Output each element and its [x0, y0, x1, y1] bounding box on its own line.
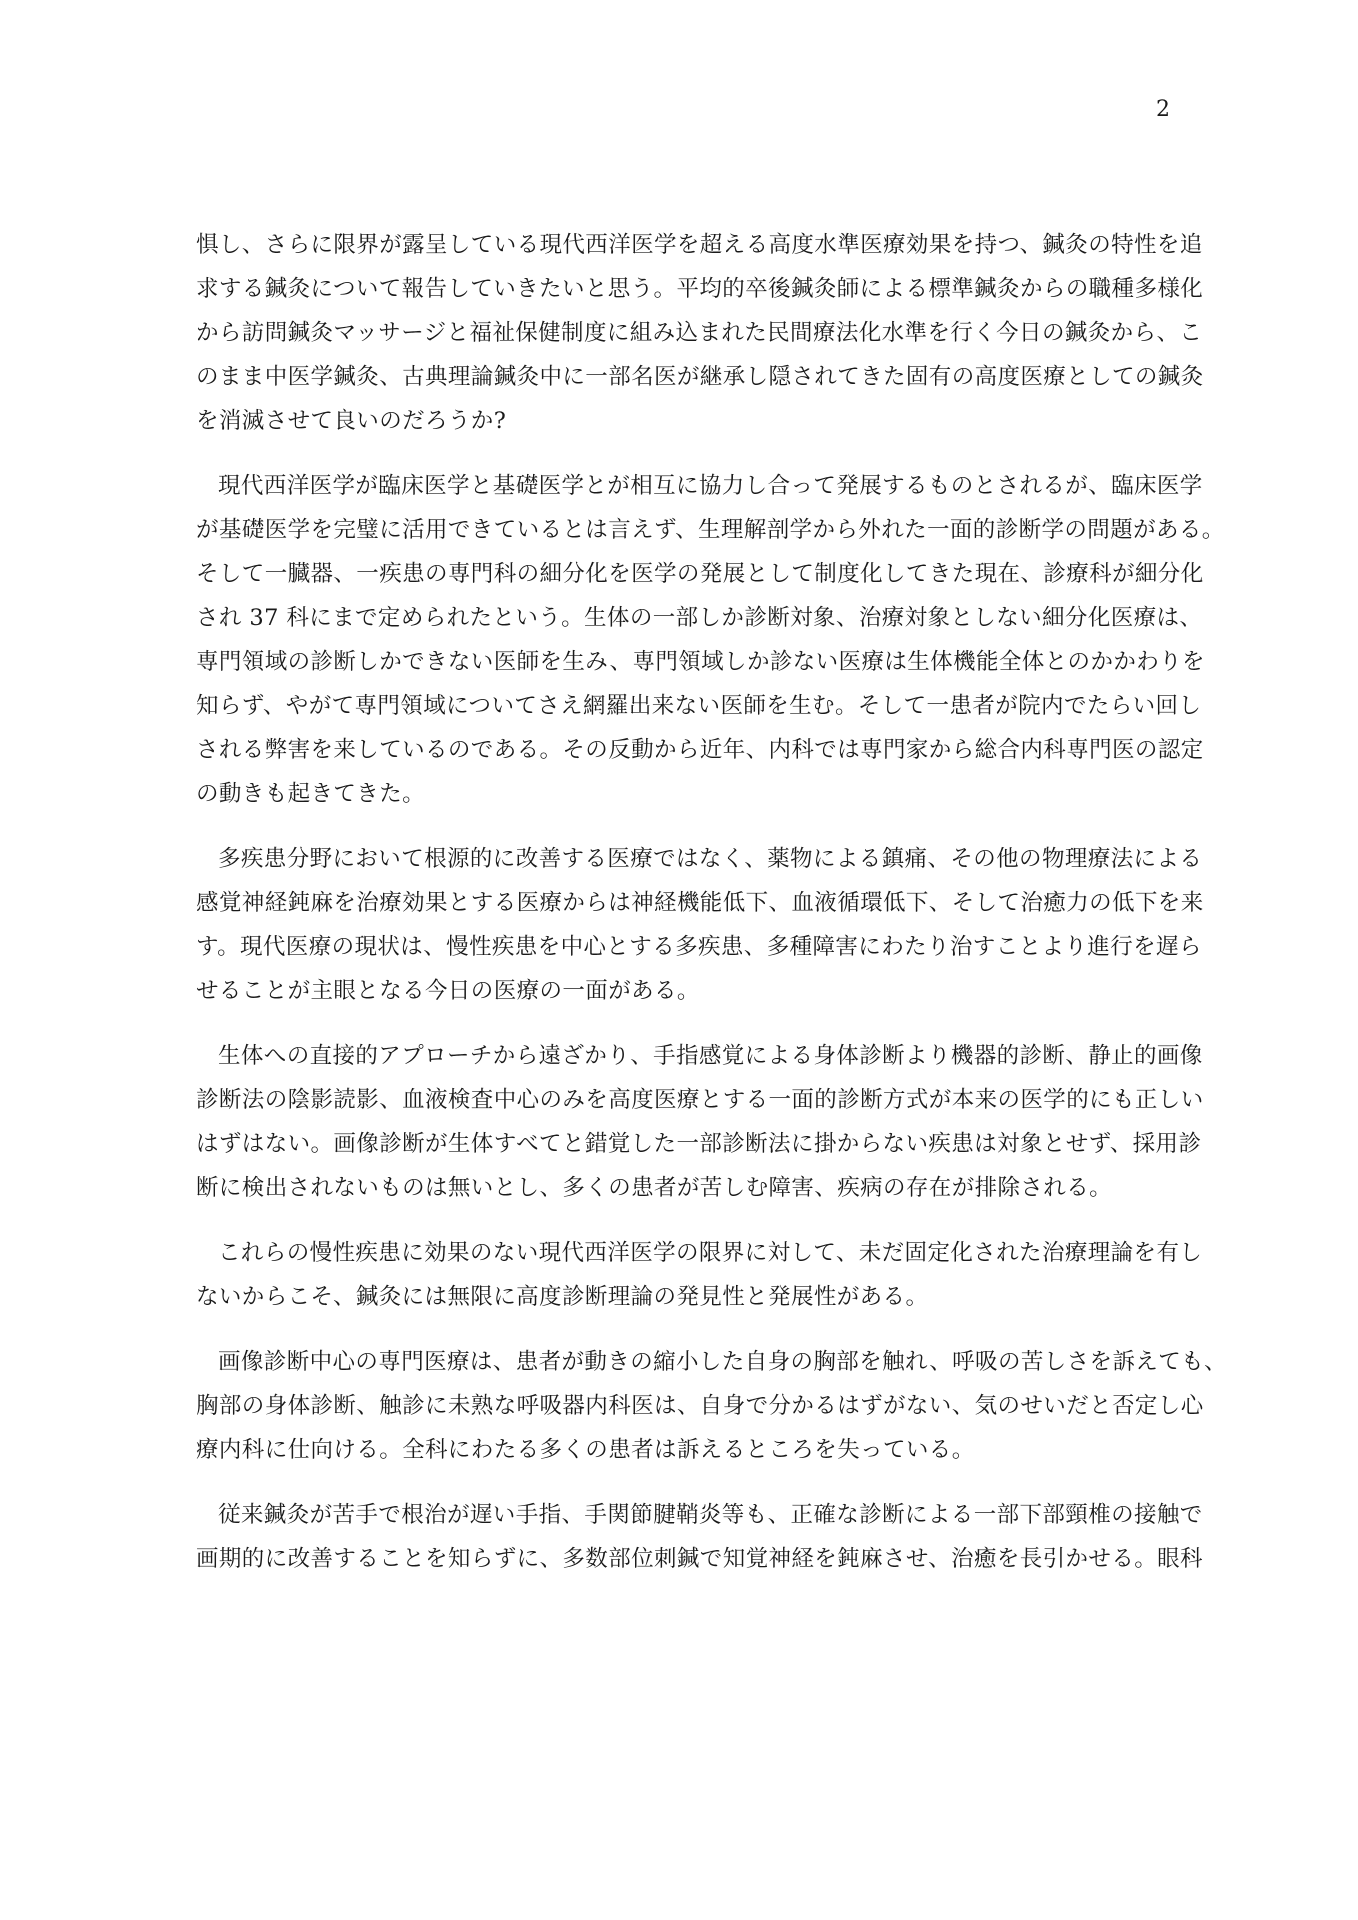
text-line: す。現代医療の現状は、慢性疾患を中心とする多疾患、多種障害にわたり治すことより進行を遅ら: [196, 934, 1202, 960]
text-line: ないからこそ、鍼灸には無限に高度診断理論の発見性と発展性がある。: [196, 1284, 929, 1310]
text-line: 胸部の身体診断、触診に未熟な呼吸器内科医は、自身で分かるはずがない、気のせいだと否定し心: [196, 1393, 1204, 1419]
text-line: はずはない。画像診断が生体すべてと錯覚した一部診断法に掛からない疾患は対象とせず、採用診: [196, 1131, 1202, 1157]
text-line: のまま中医学鍼灸、古典理論鍼灸中に一部名医が継承し隠されてきた固有の高度医療としての鍼灸: [196, 364, 1204, 390]
text-line: 知らず、やがて専門領域についてさえ網羅出来ない医師を生む。そして一患者が院内でたらい回し: [196, 693, 1202, 719]
text-line: され 37 科にまで定められたという。生体の一部しか診断対象、治療対象としない細分化医療は、: [196, 605, 1203, 631]
text-line: が基礎医学を完璧に活用できているとは言えず、生理解剖学から外れた一面的診断学の問題がある。: [196, 517, 1225, 543]
text-line: せることが主眼となる今日の医療の一面がある。: [196, 978, 700, 1004]
paragraph-3: [196, 837, 1204, 1013]
page-number: 2: [1156, 97, 1170, 122]
paragraph-6: [196, 1340, 1227, 1472]
paragraph-7: [196, 1493, 1203, 1581]
text-line: 生体への直接的アプローチから遠ざかり、手指感覚による身体診断より機器的診断、静止的画像: [218, 1043, 1203, 1069]
text-line: 画像診断中心の専門医療は、患者が動きの縮小した自身の胸部を触れ、呼吸の苦しさを訴えても、: [218, 1349, 1227, 1375]
text-line: 現代西洋医学が臨床医学と基礎医学とが相互に協力し合って発展するものとされるが、臨床医学: [218, 473, 1203, 499]
text-line: 専門領域の診断しかできない医師を生み、専門領域しか診ない医療は生体機能全体とのかかわりを: [196, 649, 1205, 675]
paragraph-1: [196, 223, 1204, 443]
text-line: を消滅させて良いのだろうか?: [196, 408, 507, 434]
paragraph-2: [196, 464, 1225, 816]
text-line: 多疾患分野において根源的に改善する医療ではなく、薬物による鎮痛、その他の物理療法による: [218, 846, 1203, 872]
paragraph-5: [196, 1231, 1203, 1319]
body-text: [196, 223, 1227, 1602]
text-line: される弊害を来しているのである。その反動から近年、内科では専門家から総合内科専門医の認定: [196, 737, 1204, 763]
text-line: 断に検出されないものは無いとし、多くの患者が苦しむ障害、疾病の存在が排除される。: [196, 1175, 1113, 1201]
text-line: の動きも起きてきた。: [196, 781, 426, 807]
text-line: 感覚神経鈍麻を治療効果とする医療からは神経機能低下、血液循環低下、そして治癒力の低下を来: [196, 890, 1204, 916]
text-line: 従来鍼灸が苦手で根治が遅い手指、手関節腱鞘炎等も、正確な診断による一部下部頸椎の接触で: [218, 1502, 1203, 1528]
text-line: これらの慢性疾患に効果のない現代西洋医学の限界に対して、未だ固定化された治療理論を有し: [218, 1240, 1203, 1266]
paragraph-4: [196, 1034, 1204, 1210]
text-line: そして一臓器、一疾患の専門科の細分化を医学の発展として制度化してきた現在、診療科が細分化: [196, 561, 1204, 587]
text-line: 療内科に仕向ける。全科にわたる多くの患者は訴えるところを失っている。: [196, 1437, 975, 1463]
text-line: 画期的に改善することを知らずに、多数部位刺鍼で知覚神経を鈍麻させ、治癒を長引かせる。眼科: [196, 1546, 1203, 1572]
text-line: から訪問鍼灸マッサージと福祉保健制度に組み込まれた民間療法化水準を行く今日の鍼灸から、こ: [196, 320, 1203, 346]
text-line: 惧し、さらに限界が露呈している現代西洋医学を超える高度水準医療効果を持つ、鍼灸の特性を追: [196, 232, 1203, 258]
text-line: 診断法の陰影読影、血液検査中心のみを高度医療とする一面的診断方式が本来の医学的にも正しい: [196, 1087, 1204, 1113]
text-line: 求する鍼灸について報告していきたいと思う。平均的卒後鍼灸師による標準鍼灸からの職種多様化: [196, 276, 1204, 302]
